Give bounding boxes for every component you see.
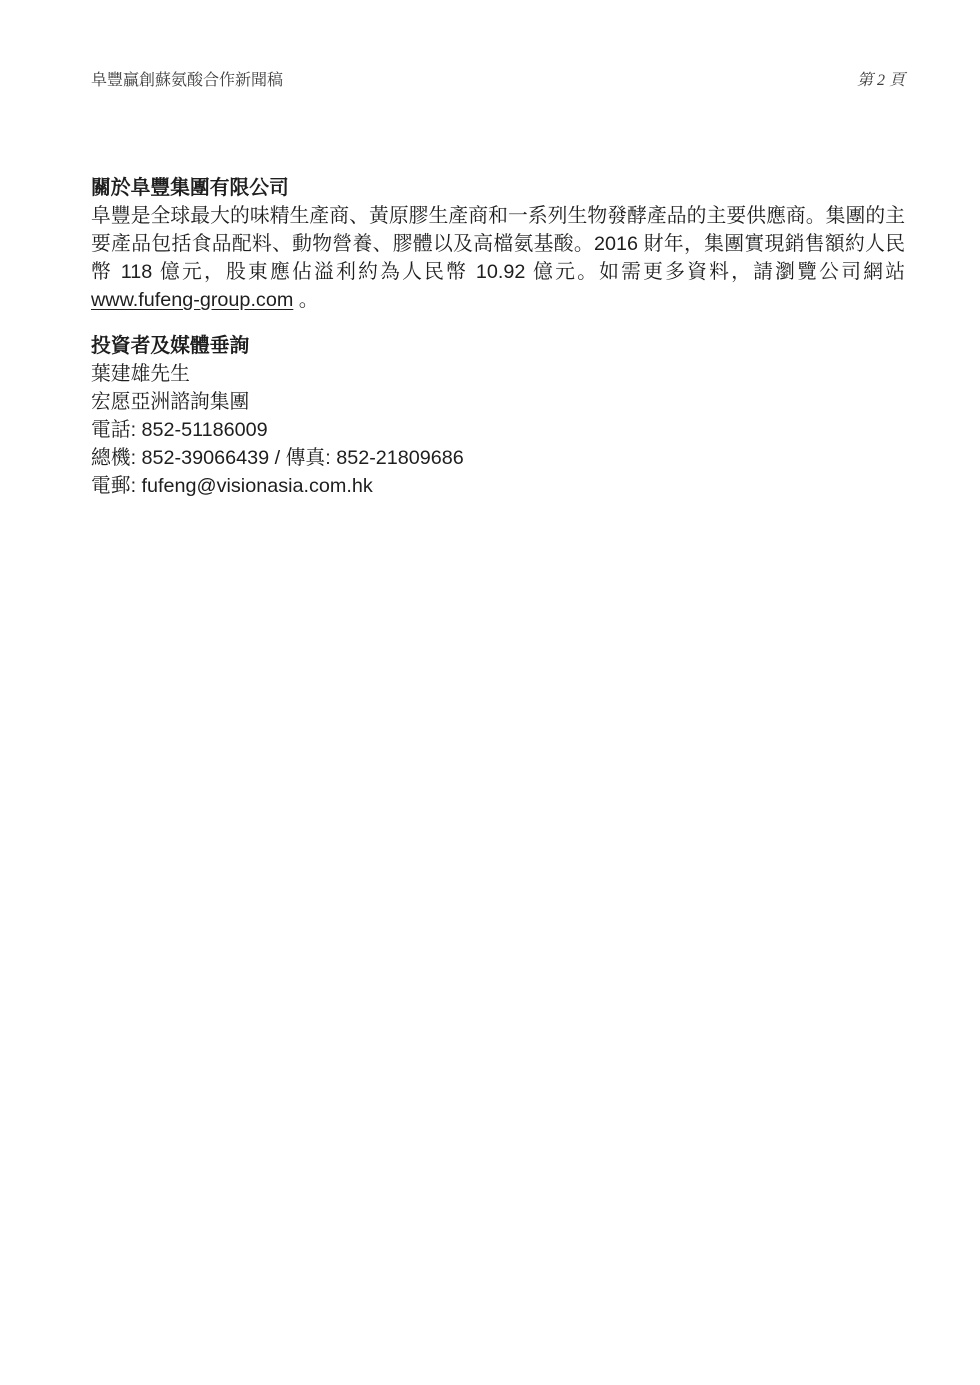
- contact-switchboard-fax-line: 總機: 852-39066439 / 傳真: 852-21809686: [91, 447, 464, 469]
- contact-phone-line: 電話: 852-51186009: [91, 419, 268, 441]
- page-header: [91, 71, 905, 90]
- document-body: [91, 174, 905, 500]
- running-title: 阜豐贏創蘇氨酸合作新聞稿: [91, 72, 284, 89]
- about-heading: 關於阜豐集團有限公司: [91, 177, 289, 199]
- about-section: [91, 174, 905, 314]
- contact-heading: 投資者及媒體垂詢: [91, 335, 250, 357]
- contact-person-name: 葉建雄先生: [91, 363, 190, 385]
- about-text-after-link: 。: [293, 289, 319, 311]
- contact-company-name: 宏愿亞洲諮詢集團: [91, 391, 250, 413]
- contact-section: [91, 332, 905, 500]
- contact-email-line: 電郵: fufeng@visionasia.com.hk: [91, 475, 373, 497]
- about-paragraph: [91, 202, 905, 314]
- website-link[interactable]: www.fufeng-group.com: [91, 289, 294, 311]
- page-number: 第 2 頁: [856, 72, 905, 89]
- about-text-before-link: 阜豐是全球最大的味精生產商、黃原膠生產商和一系列生物發酵產品的主要供應商。集團的主要產品包括食品配料、動物營養、膠體以及高檔氨基酸。2016 財年，集團實現銷售額約人民幣 118 億元，股東應佔溢利約為人民幣 10.92 億元。如需更多資料，請瀏覽公司網站: [91, 205, 905, 283]
